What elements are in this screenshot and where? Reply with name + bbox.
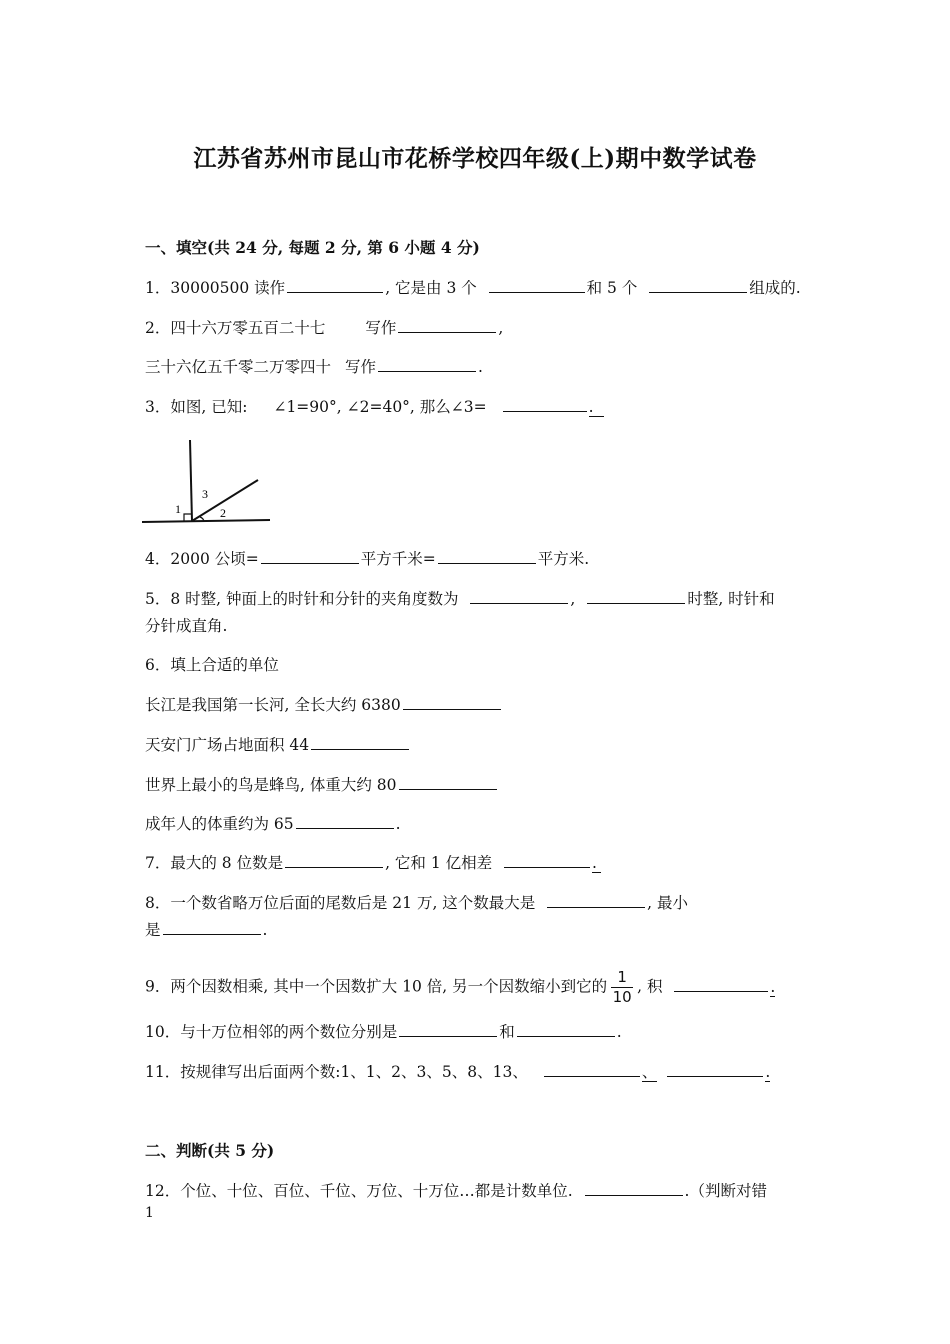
- q2b-text-c: .: [478, 358, 483, 376]
- question-1: [145, 278, 801, 298]
- answer-blank[interactable]: [504, 853, 590, 868]
- answer-blank[interactable]: [503, 397, 587, 412]
- answer-blank[interactable]: [378, 357, 476, 372]
- q5-text-b: ,: [570, 590, 576, 608]
- question-4: [145, 549, 589, 569]
- question-6a: [145, 695, 503, 715]
- answer-blank[interactable]: [667, 1062, 763, 1077]
- q6c-text: 世界上最小的鸟是蜂鸟, 体重大约 80: [145, 776, 397, 794]
- q7-text-b: , 它和 1 亿相差: [385, 854, 493, 872]
- q7-text-c: .: [592, 854, 601, 873]
- q3-text-a: 3．如图, 已知:: [145, 398, 248, 416]
- answer-blank[interactable]: [585, 1181, 683, 1196]
- q8b-text-b: .: [262, 921, 268, 939]
- q3-text-c: .: [589, 398, 604, 417]
- angle-label-1: 1: [175, 502, 181, 516]
- q11-text-b: 、: [641, 1063, 658, 1081]
- section-1-heading: 一、填空(共 24 分, 每题 2 分, 第 6 小题 4 分): [145, 238, 480, 257]
- q9-text-c: .: [770, 977, 776, 996]
- fraction-numerator: 1: [617, 968, 627, 986]
- q12-text-b: .（判断对错: [684, 1182, 767, 1200]
- question-5: [145, 589, 775, 609]
- q6b-text: 天安门广场占地面积 44: [145, 736, 310, 754]
- q2b-text-b: 写作: [345, 358, 377, 376]
- answer-blank[interactable]: [547, 893, 645, 908]
- q4-text-b: 平方千米=: [360, 550, 436, 568]
- q1-text-b: , 它是由 3 个: [385, 279, 477, 297]
- question-8: [145, 893, 688, 913]
- answer-blank[interactable]: [287, 278, 383, 293]
- q11-text-a: 11．按规律写出后面两个数:1、1、2、3、5、8、13、: [145, 1063, 528, 1081]
- q2b-text-a: 三十六亿五千零二万零四十: [145, 358, 332, 376]
- answer-blank[interactable]: [296, 814, 394, 829]
- question-12: [145, 1181, 767, 1201]
- q4-text-a: 4．2000 公顷=: [145, 550, 259, 568]
- question-5-cont: 分针成直角.: [145, 617, 228, 635]
- question-2b: [145, 357, 483, 377]
- answer-blank[interactable]: [403, 695, 501, 710]
- q1-text-c: 和 5 个: [586, 279, 638, 297]
- q6a-text: 长江是我国第一长河, 全长大约 6380: [145, 696, 401, 714]
- q7-text-a: 7．最大的 8 位数是: [145, 854, 284, 872]
- answer-blank[interactable]: [311, 735, 409, 750]
- q8-text-b: , 最小: [647, 894, 689, 912]
- question-7: [145, 853, 601, 873]
- q2-text-c: ,: [498, 319, 504, 337]
- q9-text-a: 9．两个因数相乘, 其中一个因数扩大 10 倍, 另一个因数缩小到它的: [145, 977, 608, 996]
- q12-text-a: 12．个位、十位、百位、千位、万位、十万位…都是计数单位.: [145, 1182, 573, 1200]
- answer-blank[interactable]: [163, 920, 261, 935]
- q10-text-c: .: [616, 1023, 622, 1041]
- q6d-text-a: 成年人的体重约为 65: [145, 815, 294, 833]
- exam-title: 江苏省苏州市昆山市花桥学校四年级(上)期中数学试卷: [193, 145, 757, 172]
- question-6d: [145, 814, 401, 834]
- angle-label-2: 2: [220, 506, 226, 520]
- page-number: 1: [145, 1205, 154, 1221]
- question-2: [145, 318, 503, 338]
- answer-blank[interactable]: [489, 278, 585, 293]
- question-6b: [145, 735, 411, 755]
- answer-blank[interactable]: [544, 1062, 640, 1077]
- q4-text-c: 平方米.: [537, 550, 590, 568]
- answer-blank[interactable]: [649, 278, 747, 293]
- q10-text-b: 和: [499, 1023, 515, 1041]
- q2-text-a: 2．四十六万零五百二十七: [145, 319, 326, 337]
- baseline: [142, 520, 270, 522]
- q1-text-d: 组成的.: [749, 279, 801, 297]
- answer-blank[interactable]: [587, 589, 685, 604]
- answer-blank[interactable]: [674, 977, 768, 992]
- answer-blank[interactable]: [398, 318, 496, 333]
- angle-figure: [140, 436, 275, 528]
- question-6c: [145, 775, 499, 795]
- fraction: [611, 970, 633, 1005]
- q5-text-c: 时整, 时针和: [687, 590, 775, 608]
- q2-text-b: 写作: [365, 319, 397, 337]
- q10-text-a: 10．与十万位相邻的两个数位分别是: [145, 1023, 398, 1041]
- q8b-text-a: 是: [145, 921, 161, 939]
- fraction-denominator: 10: [612, 988, 632, 1006]
- question-6: 6．填上合适的单位: [145, 656, 279, 674]
- right-angle-mark: [184, 514, 192, 521]
- question-10: [145, 1022, 622, 1042]
- q1-text-a: 1．30000500 读作: [145, 279, 286, 297]
- angle-label-3: 3: [202, 487, 208, 501]
- answer-blank[interactable]: [470, 589, 568, 604]
- q6d-text-b: .: [395, 815, 401, 833]
- q9-text-b: , 积: [637, 977, 663, 996]
- question-9: [145, 970, 775, 1005]
- answer-blank[interactable]: [438, 549, 536, 564]
- answer-blank[interactable]: [399, 1022, 497, 1037]
- answer-blank[interactable]: [261, 549, 359, 564]
- q5-text-a: 5．8 时整, 钟面上的时针和分针的夹角度数为: [145, 590, 459, 608]
- q11-text-c: .: [765, 1063, 771, 1081]
- answer-blank[interactable]: [285, 853, 383, 868]
- vertical-ray: [190, 440, 192, 521]
- question-11: [145, 1062, 770, 1082]
- answer-blank[interactable]: [517, 1022, 615, 1037]
- question-8-cont: [145, 920, 267, 940]
- q8-text-a: 8．一个数省略万位后面的尾数后是 21 万, 这个数最大是: [145, 894, 536, 912]
- answer-blank[interactable]: [399, 775, 497, 790]
- section-2-heading: 二、判断(共 5 分): [145, 1141, 275, 1160]
- question-3: [145, 397, 604, 417]
- q3-text-b: ∠1=90°, ∠2=40°, 那么∠3=: [273, 398, 487, 416]
